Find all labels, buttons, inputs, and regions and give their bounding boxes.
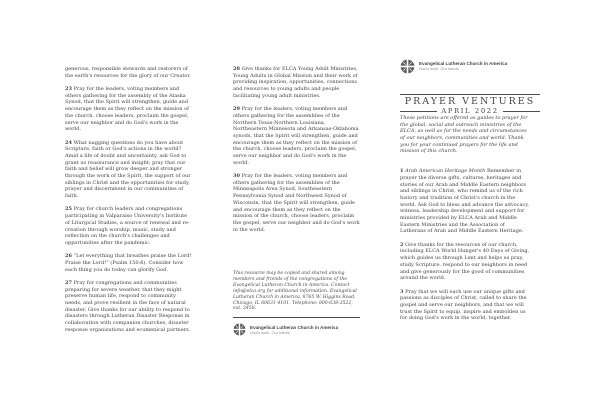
cover-intro: These petitions are offered as guides to prayer for the global, social and outreach ministries of the ELCA, as well as for the needs and circumstances of our neighbors, communities and world. Thank you for your continued prayers for the life and mission of this church. — [400, 114, 528, 155]
publication-title: PRAYER VENTURES — [404, 96, 536, 107]
prayer-petition — [65, 280, 193, 334]
logo-text — [250, 325, 338, 336]
text-column-middle — [233, 66, 360, 240]
org-name: Evangelical Lutheran Church in America — [250, 324, 339, 330]
day-number: 25 — [65, 206, 72, 213]
prayer-petition — [233, 173, 360, 233]
day-number: 2 — [400, 241, 404, 248]
petition-text: Pray for congregations and communities preparing for severe weather, that they might preserve human life, respond to community needs, and prove resilient in the face of natural disaster. Give thanks for our ability to respond to disasters through Lutheran Disaster Response in collaboration with companion churches, disaster response organizations and ecumenical partners. — [65, 279, 191, 333]
petition-text: Pray for the leaders, voting members and others gathering for the assemblies of the Minneapolis Area Synod, Southeastern Pennsylvania Synod and Northwest Synod of Wisconsin, that the Spirit will strengthen, guide and encourage them as they reflect on the mission of the church, choose leaders, proclaim the gospel, serve our neighbor and do God's work in the world. — [233, 173, 360, 233]
publication-footer — [233, 271, 360, 336]
subtitle-rule-right — [503, 111, 540, 112]
petition-text: “Let everything that breathes praise the Lord! Praise the Lord!” (Psalm 150:6). Consider how each thing you do today can glorify God. — [65, 253, 192, 273]
issue-date: APRIL 2022 — [441, 107, 499, 116]
org-tagline: God's work. Our hands. — [419, 66, 460, 72]
petition-text: What nagging questions do you have about Scripture, faith or God's actions in the world? Amid a life of doubt and uncertainty, ask God to grant us reassurance and insight; pray that our faith and belief will grow deeper and stronger through the work of the Spirit, the support of our siblings in Christ and the opportunities for study, prayer and discernment in our communities of faith. — [65, 139, 191, 200]
org-tagline: God's work. Our hands. — [250, 329, 291, 335]
cover-panel — [400, 59, 540, 329]
copyright-notice: This resource may be copied and shared among members and friends of the congregations of the Evangelical Lutheran Church in America. Contact info@elca.org for additional information. Evangelical Lutheran Church in America, 8765 W. Higgins Road, Chicago, IL 60631-4101. Telephone: 800-638-3522, ext. 2458. — [233, 271, 357, 312]
petition-text: Give thanks for ELCA Young Adult Ministries, Young Adults in Global Mission and their work of providing inspiration, opportunities, connections and resources to young adults and people facilitating young adult ministries. — [233, 66, 358, 99]
prayer-petition — [65, 86, 193, 133]
day-number: 24 — [65, 139, 72, 146]
elca-cross-emblem-icon — [233, 323, 246, 336]
text-column-left — [65, 66, 193, 340]
subtitle-rule-left — [400, 111, 437, 112]
prayer-petition — [400, 168, 532, 235]
prayer-petition — [233, 66, 360, 100]
elca-cross-emblem-icon — [400, 59, 415, 74]
petition-text: Pray for the leaders, voting members and others gathering for the assembly of the Alaska Synod, that the Spirit will strengthen, guide and encourage them as they reflect on the mission of the church, choose leaders, proclaim the gospel, serve our neighbor and do God's work in the world. — [65, 86, 189, 133]
day-number: 23 — [65, 86, 72, 92]
cover-title-block — [400, 94, 540, 115]
day-number: 30 — [233, 173, 240, 180]
elca-logo-lockup — [233, 323, 360, 336]
prayer-petition — [65, 140, 193, 200]
petition-lead: Arab American Heritage Month — [405, 168, 486, 175]
day-number: 27 — [65, 279, 72, 286]
petition-text: Pray for the leaders, voting members and others gathering for the assemblies of the Northern Texas-Northern Louisiana, Northeastern Minnesota and Arkansas-Oklahoma synods, that the Spirit will strengthen, guide and encourage them as they reflect on the mission of the church, choose leaders, proclaim the gospel, serve our neighbor and do God's work in the world. — [233, 106, 359, 166]
logo-text — [419, 61, 507, 72]
prayer-petition — [400, 289, 532, 323]
day-number: 26 — [65, 253, 72, 260]
prayer-petition — [65, 66, 193, 79]
prayer-petition — [65, 206, 193, 246]
footer-divider — [233, 317, 360, 318]
petition-text: generous, responsible stewards and restorers of the earth's resources for the glory of our Creator. — [65, 66, 191, 79]
elca-logo-lockup — [400, 59, 540, 74]
day-number: 1 — [400, 168, 404, 175]
day-number: 3 — [400, 288, 404, 295]
petition-text: Give thanks for the resources of our church, including ELCA World Hunger's 40 Days of Giving, which guides us through Lent and helps us pray, study Scripture, respond to our neighbors in need and give generously for the good of communities around the world. — [400, 241, 530, 282]
petition-text: Remember in prayer the diverse gifts, cultures, heritages and stories of our Arab and Middle Eastern neighbors and siblings in Christ, who remind us of the rich history and tradition of Christ's church in the world. Ask God to bless and advance the advocacy, witness, leadership development and support for ministries provided by ELCA Arab and Middle Eastern Ministries and the Association of Lutherans of Arab and Middle Eastern Heritage. — [400, 168, 530, 235]
petition-text: Pray for church leaders and congregations participating in Valparaiso University's Institute of Liturgical Studies, a source of renewal and re-creation through worship, music, study and reflection on the church's challenges and opportunities after the pandemic. — [65, 206, 190, 246]
issue-date-row — [400, 108, 540, 115]
prayer-petition — [400, 242, 532, 282]
prayer-petition — [233, 106, 360, 166]
prayer-petition — [65, 253, 193, 273]
cover-day-list — [400, 168, 532, 322]
org-name: Evangelical Lutheran Church in America — [419, 61, 508, 67]
day-number: 28 — [233, 66, 240, 72]
petition-text: Pray that we will each use our unique gifts and passions as disciples of Christ, called to share the gospel and serve our neighbors, and that we will trust the Spirit to equip, inspire and embolden us for doing God's work in the world, together. — [400, 288, 527, 322]
day-number: 29 — [233, 106, 240, 113]
